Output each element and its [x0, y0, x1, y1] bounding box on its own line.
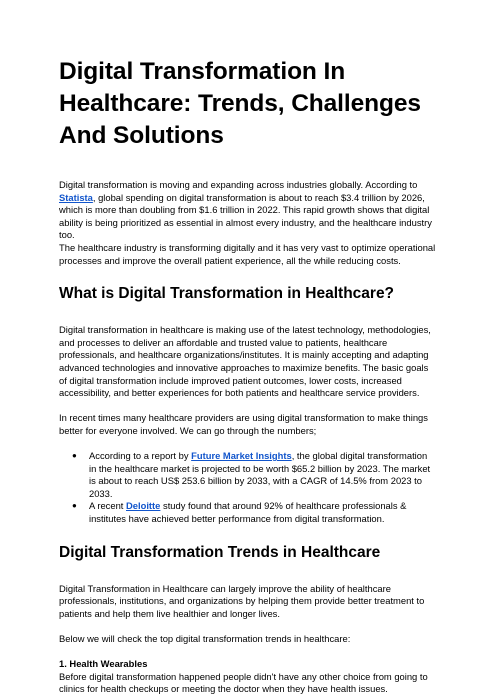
document-title: Digital Transformation In Healthcare: Trends, Challenges And Solutions: [59, 58, 421, 149]
list-item: ● A recent Deloitte study found that around 92% of healthcare professionals & institutes have achieved better performance from digital transformation.: [72, 500, 407, 525]
subheading-health-wearables: 1. Health Wearables: [59, 658, 148, 670]
section1-paragraph-2: In recent times many healthcare providers are using digital transformation to make things better for everyone involved. We can go through the numbers;: [59, 412, 428, 436]
bullet-icon: ●: [72, 451, 77, 461]
statistics-list: [59, 450, 437, 526]
statista-link[interactable]: Statista: [59, 191, 93, 203]
list-item: ● According to a report by Future Market Insights, the global digital transformation in the healthcare market is projected to be worth $65.2 billion by 2023. The market is about to reach US$ 253.6 billion by 2033, with a CAGR of 14.5% from 2023 to 2033.: [72, 450, 431, 499]
section2-paragraph-3: Before digital transformation happened people didn't have any other choice from going to clinics for health checkups or meeting the doctor when they have health issues.: [59, 670, 428, 695]
section-heading-what-is: What is Digital Transformation in Healthcare?: [59, 285, 395, 303]
section2-paragraph-2: Below we will check the top digital transformation trends in healthcare:: [59, 633, 351, 645]
section-heading-trends: Digital Transformation Trends in Healthcare: [59, 543, 381, 561]
bullet-icon: ●: [72, 501, 77, 511]
intro-paragraph: Digital transformation is moving and expanding across industries globally. According to Statista, global spending on digital transformation is about to reach $3.4 trillion by 2026, which is more than doubling from $1.6 trillion in 2022. This rapid growth shows that digital ability is being prioritized as essential in almost every industry, and the healthcare industry too.: [59, 179, 432, 241]
section1-paragraph-1: Digital transformation in healthcare is making use of the latest technology, methodologies, and processes to deliver an affordable and trusted value to patients, healthcare professionals, and healthcare organizations/institutes. It is mainly accepting and adapting advanced technologies and innovative approaches to maximize benefits. The basic goals of digital transformation include improved patient outcomes, lower costs, increased accessibility, and better experiences for both patients and healthcare service providers.: [59, 324, 431, 399]
deloitte-link[interactable]: Deloitte: [126, 500, 161, 512]
future-market-insights-link[interactable]: Future Market Insights: [191, 450, 292, 462]
intro-paragraph-2: The healthcare industry is transforming digitally and it has very vast to optimize operational processes and improve the overall patient experience, all the while reducing costs.: [59, 241, 436, 266]
section2-paragraph-1: Digital Transformation in Healthcare can largely improve the ability of healthcare professionals, institutions, and organizations by helping them provide better treatment to patients and help them live healthier and longer lives.: [59, 582, 425, 619]
